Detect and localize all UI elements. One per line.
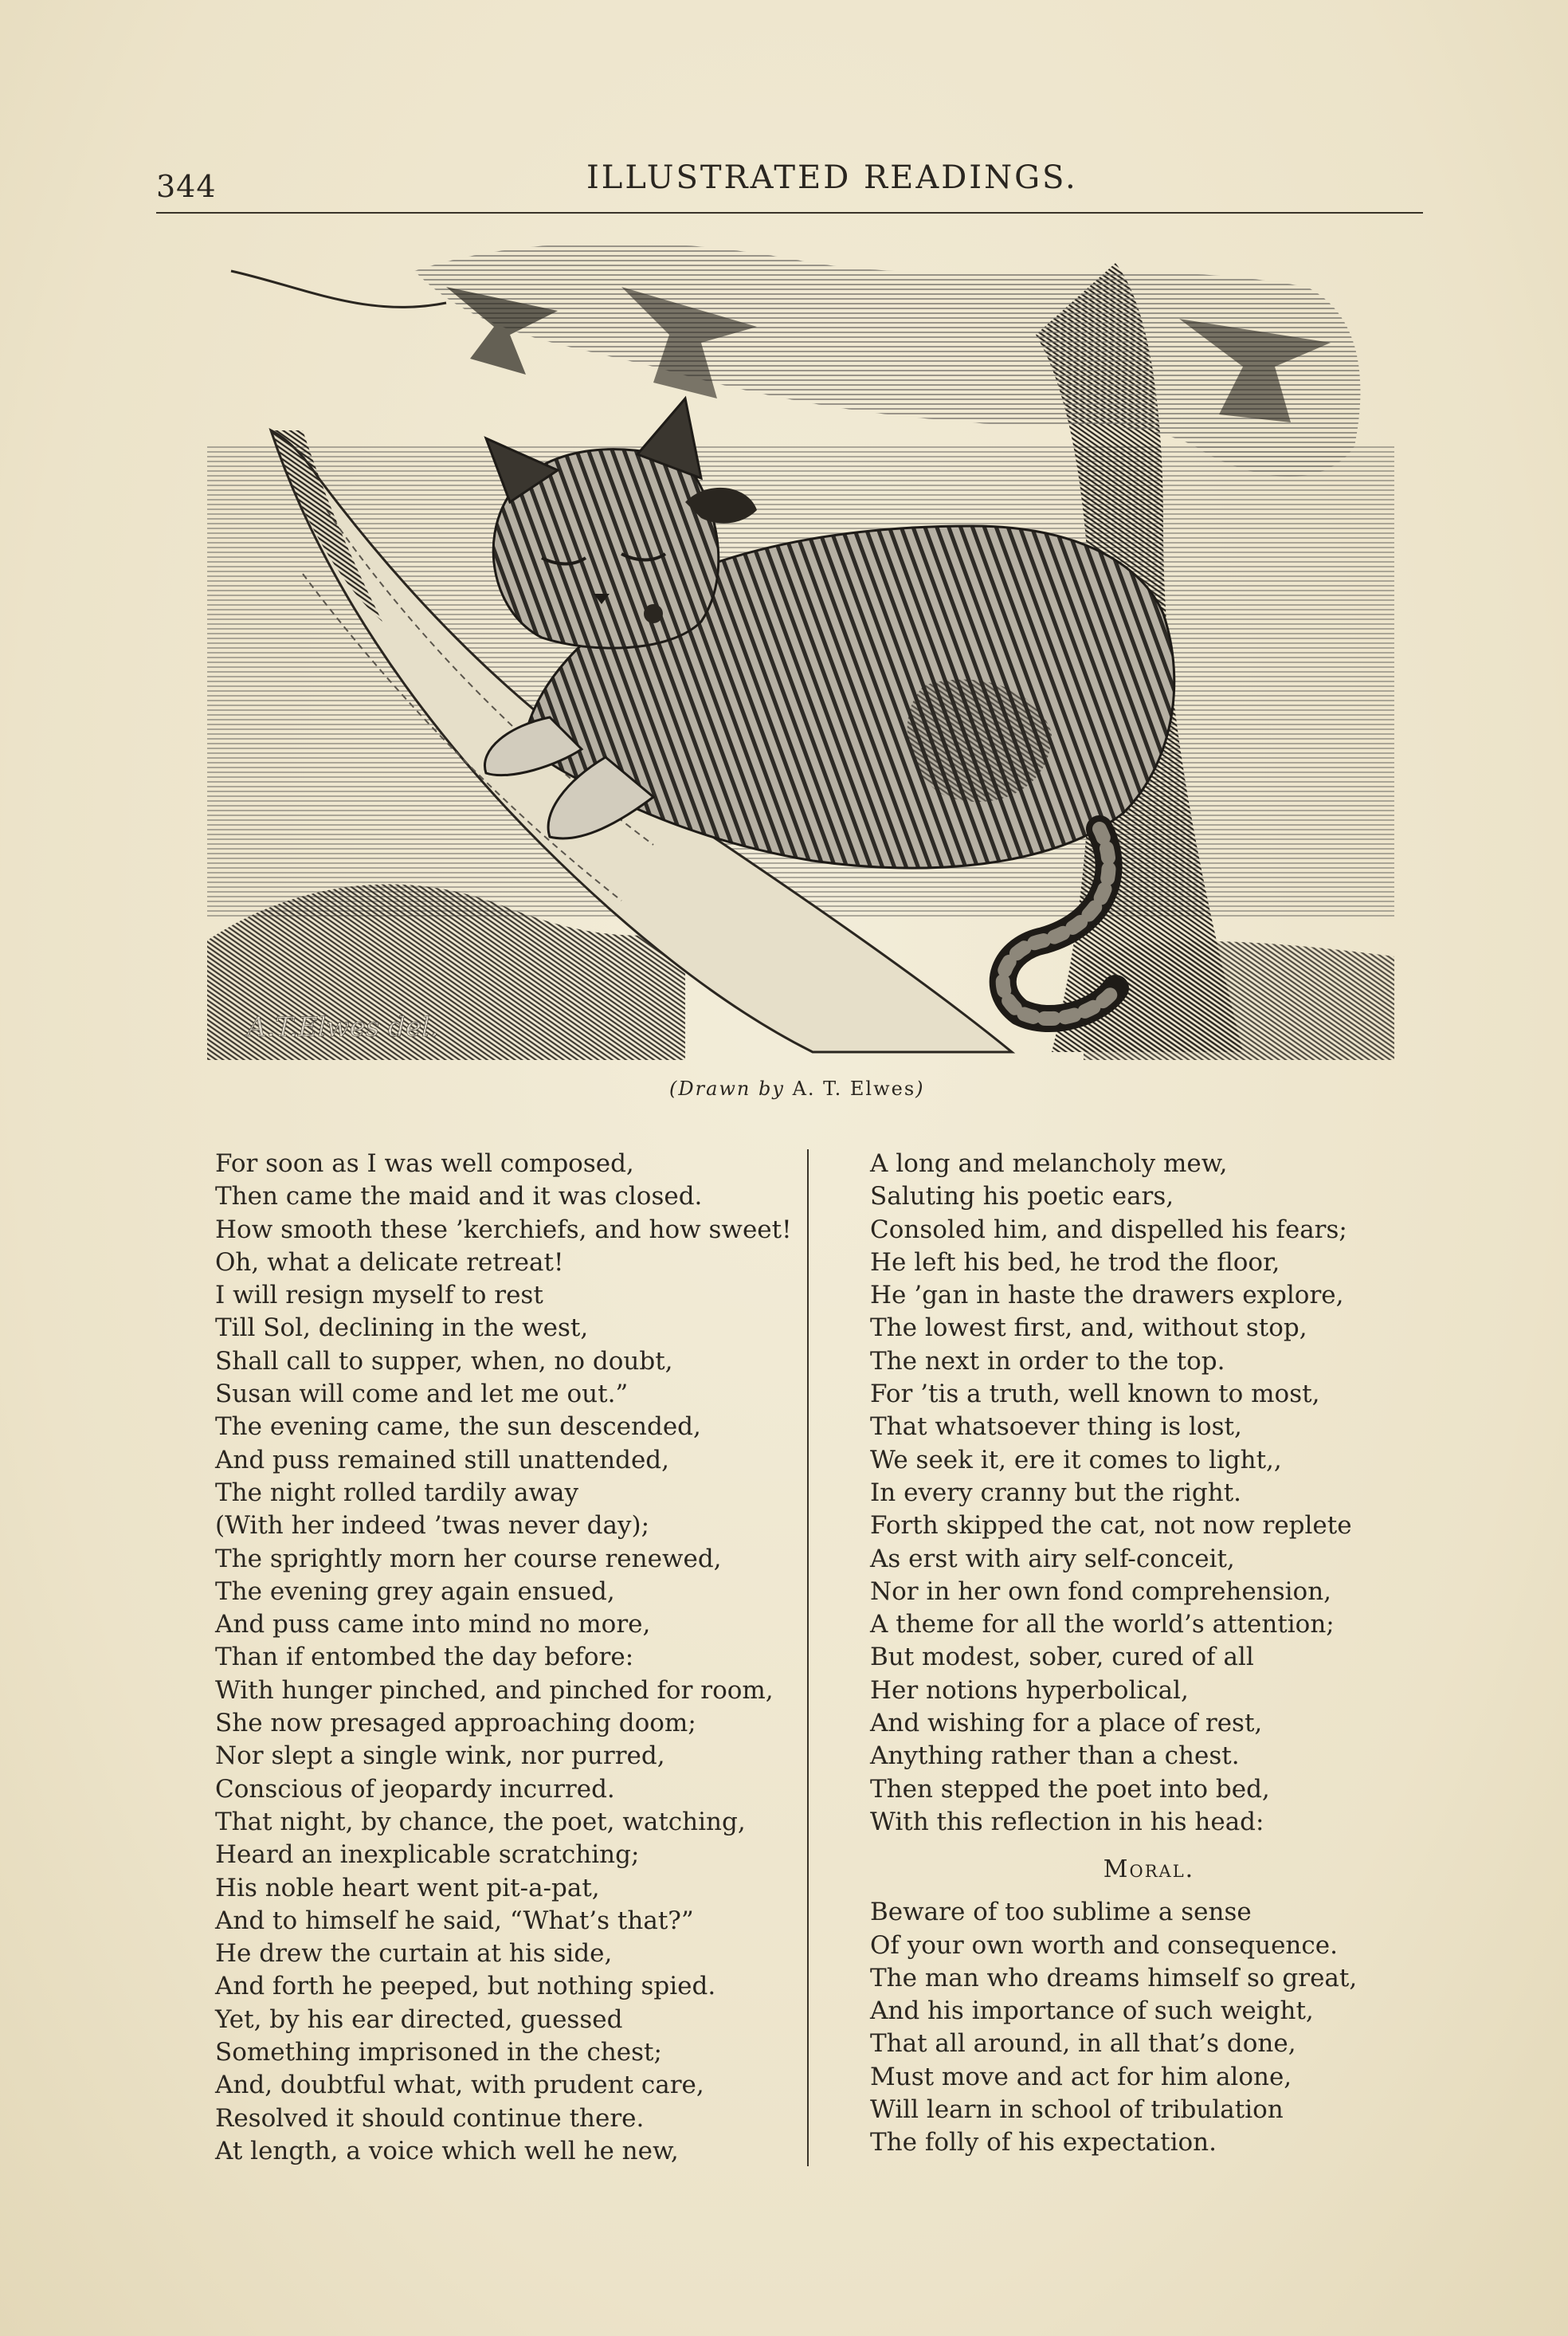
poem-line: Something imprisoned in the chest; (215, 2038, 662, 2067)
page-header (156, 159, 1423, 204)
poem-line: He left his bed, he trod the floor, (870, 1247, 1280, 1277)
poem-line: Oh, what a delicate retreat! (215, 1247, 564, 1277)
poem-line: Yet, by his ear directed, guessed (215, 2004, 623, 2034)
poem-line: And, doubtful what, with prudent care, (215, 2071, 704, 2100)
poem-line: Shall call to supper, when, no doubt, (215, 1346, 673, 1376)
poem-line: Susan will come and let me out.” (215, 1380, 629, 1409)
poem-line: But modest, sober, cured of all (870, 1643, 1254, 1672)
poem-line: The night rolled tardily away (215, 1478, 579, 1507)
poem-line: For soon as I was well composed, (215, 1149, 634, 1178)
poem-line: Than if entombed the day before: (215, 1643, 634, 1672)
collar-bell (644, 604, 663, 623)
poem-line: Consoled him, and dispelled his fears; (870, 1215, 1347, 1244)
poem-line: With hunger pinched, and pinched for room, (215, 1675, 774, 1705)
poem-line: For ’tis a truth, well known to most, (870, 1380, 1320, 1409)
poem-line: Till Sol, declining in the west, (215, 1313, 589, 1343)
poem-line: Saluting his poetic ears, (870, 1182, 1174, 1211)
poem-line: Then stepped the poet into bed, (870, 1774, 1270, 1804)
poem-line: As erst with airy self-conceit, (870, 1544, 1235, 1573)
poem-line: A long and melancholy mew, (870, 1149, 1228, 1178)
poem-line: Resolved it should continue there. (215, 2103, 645, 2133)
poem-line: Anything rather than a chest. (870, 1741, 1240, 1771)
poem-line: And puss came into mind no more, (215, 1610, 651, 1639)
poem-line: In every cranny but the right. (870, 1478, 1242, 1507)
moral-line: The man who dreams himself so great, (870, 1963, 1358, 1992)
poem-line: That night, by chance, the poet, watching, (215, 1807, 746, 1836)
poem-left-column (215, 1148, 805, 2168)
caption-suffix: ) (915, 1078, 925, 1100)
poem-line: And wishing for a place of rest, (870, 1709, 1263, 1738)
poem-line: That whatsoever thing is lost, (870, 1412, 1242, 1442)
poem-line: The evening grey again ensued, (215, 1576, 615, 1606)
poem-line: And to himself he said, “What’s that?” (215, 1906, 694, 1935)
poem-line: The next in order to the top. (870, 1346, 1225, 1376)
caption-credit: A. T. Elwes (792, 1078, 916, 1100)
poem-line: Conscious of jeopardy incurred. (215, 1774, 615, 1804)
poem-line: He ’gan in haste the drawers explore, (870, 1281, 1344, 1310)
poem-line: Heard an inexplicable scratching; (215, 1840, 640, 1870)
moral-heading: Moral. (1103, 1855, 1195, 1884)
moral-line: Will learn in school of tribulation (870, 2095, 1284, 2125)
moral-line: That all around, in all that’s done, (870, 2029, 1296, 2059)
moral-line: Beware of too sublime a sense (870, 1898, 1252, 1927)
poem-right-column (870, 1148, 1428, 2160)
caption-prefix: (Drawn by (669, 1078, 785, 1100)
moral-line: And his importance of such weight, (870, 1996, 1314, 2026)
illustration-caption (669, 1078, 925, 1100)
cat-engraving (207, 239, 1394, 1076)
poem-line: Nor slept a single wink, nor purred, (215, 1741, 665, 1771)
poem-line: Forth skipped the cat, not now replete (870, 1511, 1352, 1541)
poem-line: Nor in her own fond comprehension, (870, 1576, 1332, 1606)
header-rule (156, 212, 1423, 214)
poem-line: I will resign myself to rest (215, 1281, 543, 1310)
poem-line: A theme for all the world’s attention; (870, 1610, 1335, 1639)
poem-line: The evening came, the sun descended, (215, 1412, 701, 1442)
engraver-signature: A.T.Elwes del. (247, 1011, 439, 1043)
poem-line: At length, a voice which well he new, (215, 2136, 679, 2165)
poem-line: She now presaged approaching doom; (215, 1709, 696, 1738)
moral-line: The folly of his expectation. (870, 2128, 1217, 2157)
poem-line: Then came the maid and it was closed. (215, 1182, 703, 1211)
poem-line: We seek it, ere it comes to light,, (870, 1445, 1282, 1474)
poem-line: The lowest first, and, without stop, (870, 1313, 1307, 1343)
poem-line: And forth he peeped, but nothing spied. (215, 1972, 716, 2001)
poem-line: How smooth these ’kerchiefs, and how sweet! (215, 1215, 792, 1244)
moral-line: Must move and act for him alone, (870, 2062, 1292, 2091)
poem-line: He drew the curtain at his side, (215, 1939, 613, 1969)
leaf-canopy (414, 243, 1361, 477)
poem-line: And puss remained still unattended, (215, 1445, 669, 1474)
running-title: ILLUSTRATED READINGS. (586, 159, 1078, 196)
column-divider (807, 1149, 809, 2166)
poem-line: (With her indeed ’twas never day); (215, 1511, 650, 1541)
poem-line: With this reflection in his head: (870, 1807, 1264, 1836)
moral-line: Of your own worth and consequence. (870, 1930, 1338, 1960)
poem-line: The sprightly morn her course renewed, (215, 1544, 722, 1573)
poem-line: Her notions hyperbolical, (870, 1675, 1189, 1705)
page-number: 344 (156, 169, 217, 204)
poem-line: His noble heart went pit-a-pat, (215, 1873, 600, 1902)
